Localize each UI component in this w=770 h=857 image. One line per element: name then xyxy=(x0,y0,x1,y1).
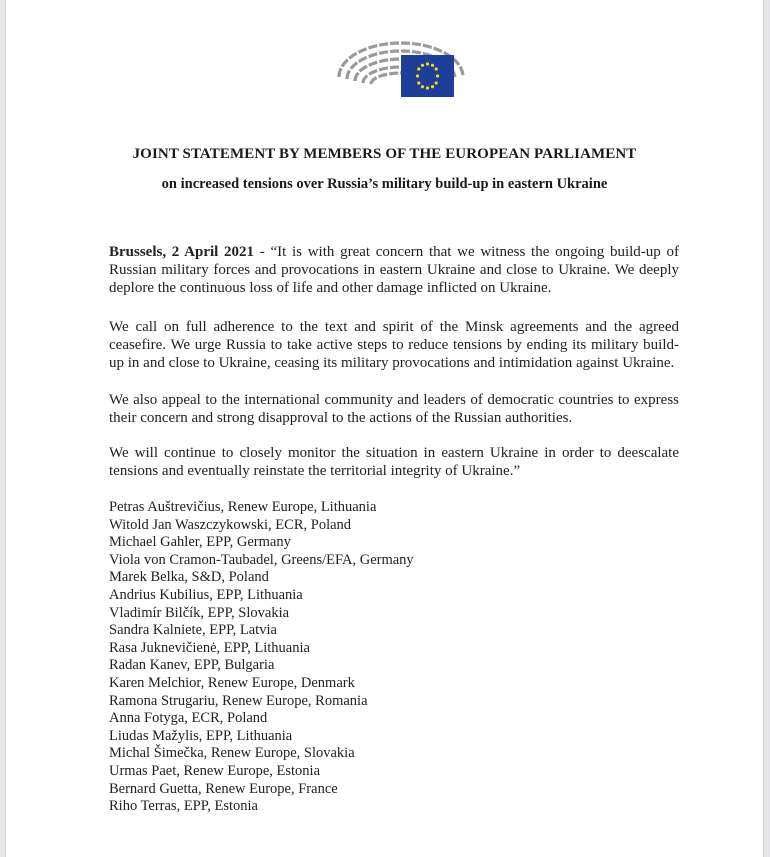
signatory: Michael Gahler, EPP, Germany xyxy=(109,534,291,551)
statement-paragraph-1 xyxy=(109,243,679,297)
signatory: Petras Auštrevičius, Renew Europe, Lithuania xyxy=(109,499,377,515)
document-title: JOINT STATEMENT BY MEMBERS OF THE EUROPEAN PARLIAMENT xyxy=(132,146,637,162)
signatory: Urmas Paet, Renew Europe, Estonia xyxy=(109,762,321,779)
signatory: Liudas Mažylis, EPP, Lithuania xyxy=(109,727,293,744)
signatory: Bernard Guetta, Renew Europe, France xyxy=(109,780,338,797)
signatory: Viola von Cramon-Taubadel, Greens/EFA, Germany xyxy=(109,551,414,568)
european-parliament-logo-icon xyxy=(331,27,471,107)
signatory: Anna Fotyga, ECR, Poland xyxy=(109,710,268,727)
signatory: Marek Belka, S&D, Poland xyxy=(109,569,269,586)
signatory: Michal Šimečka, Renew Europe, Slovakia xyxy=(109,745,355,762)
document-page xyxy=(5,0,764,857)
statement-paragraph-4: We will continue to closely monitor the situation in eastern Ukraine in order to deescalate tensions and eventually reinstate the territorial integrity of Ukraine.” xyxy=(109,445,679,479)
signatory: Riho Terras, EPP, Estonia xyxy=(109,798,258,815)
signatory: Rasa Juknevičienė, EPP, Lithuania xyxy=(109,639,310,656)
signatory: Andrius Kubilius, EPP, Lithuania xyxy=(109,586,303,603)
dateline: Brussels, 2 April 2021 xyxy=(109,244,255,260)
signatory: Sandra Kalniete, EPP, Latvia xyxy=(109,622,277,639)
statement-paragraph-3: We also appeal to the international community and leaders of democratic countries to express their concern and strong disapproval to the actions of the Russian authorities. xyxy=(109,392,679,426)
statement-paragraph-2: We call on full adherence to the text and spirit of the Minsk agreements and the agreed ceasefire. We urge Russia to take active steps to reduce tensions by ending its military build-up in and close to Ukraine, ceasing its military provocations and intimidation against Ukraine. xyxy=(109,319,679,371)
signatory: Ramona Strugariu, Renew Europe, Romania xyxy=(109,692,368,709)
signatory: Karen Melchior, Renew Europe, Denmark xyxy=(109,674,355,691)
document-subtitle: on increased tensions over Russia’s military build-up in eastern Ukraine xyxy=(161,176,608,192)
paragraph-text: - “It is with great concern that we witness the ongoing build-up of Russian military forces and provocations in eastern Ukraine and close to Ukraine. We deeply deplore the continuous loss of life and other damage inflicted on Ukraine. xyxy=(109,244,679,296)
signatory: Witold Jan Waszczykowski, ECR, Poland xyxy=(109,516,352,533)
signatory: Vladimír Bilčík, EPP, Slovakia xyxy=(109,604,290,621)
signatories-list xyxy=(109,499,509,816)
signatory: Radan Kanev, EPP, Bulgaria xyxy=(109,657,275,674)
